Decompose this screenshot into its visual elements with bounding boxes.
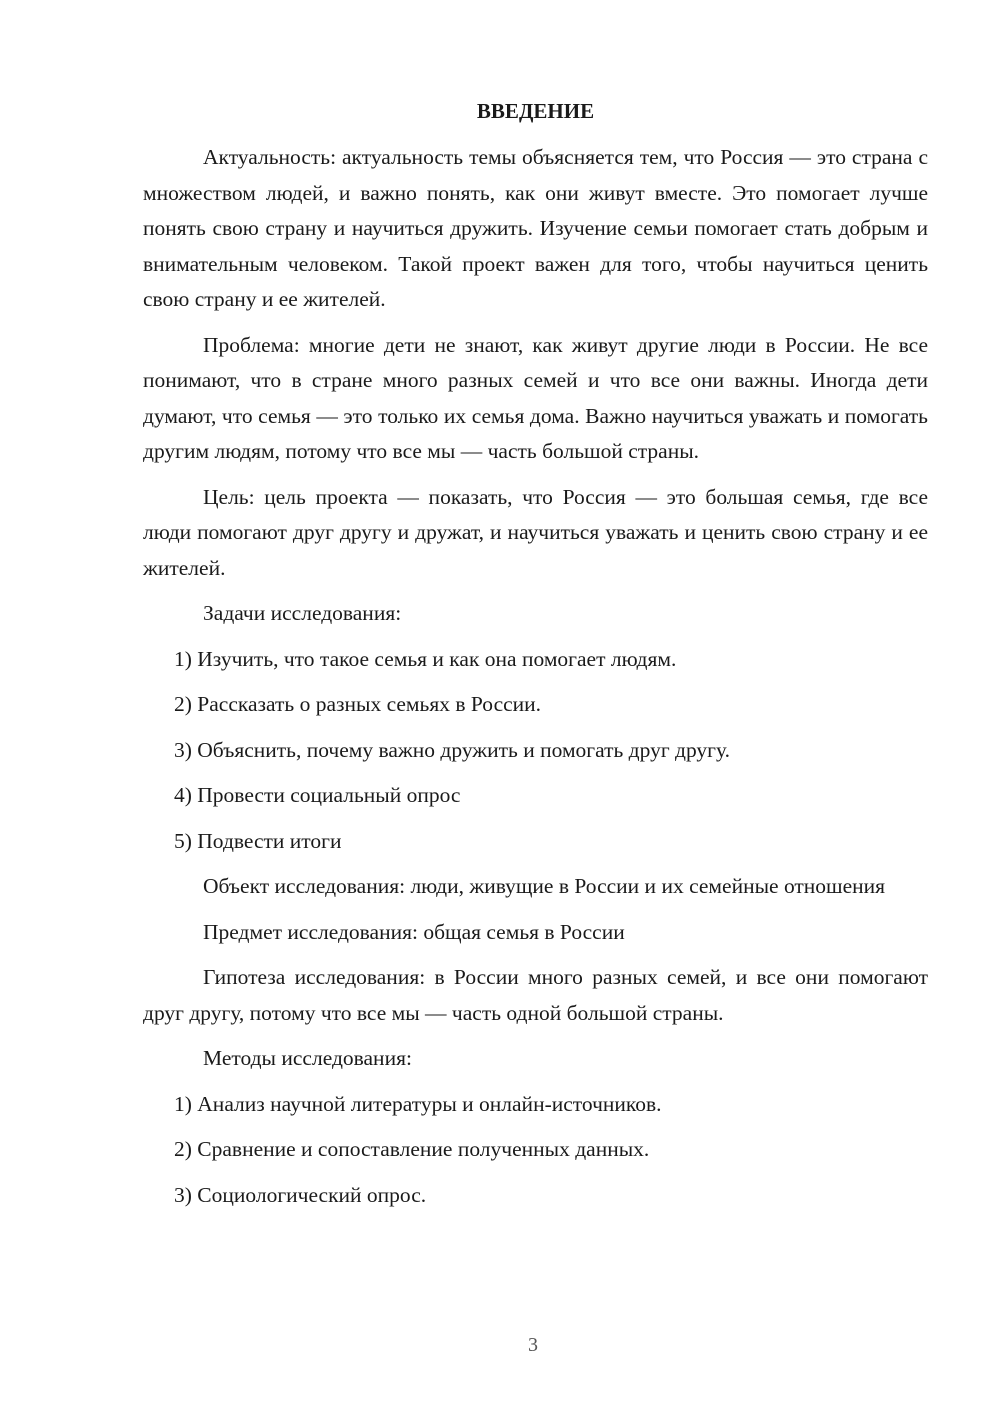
methods-heading: Методы исследования:: [203, 1046, 412, 1070]
goal-paragraph: Цель: цель проекта — показать, что Россия — это большая семья, где все люди помогают друг другу и дружат, и научиться уважать и ценить свою страну и ее жителей.: [143, 484, 928, 580]
task-item: 2) Рассказать о разных семьях в России.: [174, 692, 542, 716]
task-item: 4) Провести социальный опрос: [174, 783, 461, 807]
page-title: ВВЕДЕНИЕ: [476, 99, 595, 123]
page-number: 3: [528, 1334, 538, 1356]
problem-paragraph: Проблема: многие дети не знают, как живут другие люди в России. Не все понимают, что в стране много разных семей и что все они важны. Иногда дети думают, что семья — это только их семья дома. Важно научиться уважать и помогать другим людям, потому что все мы — часть большой страны.: [143, 332, 928, 463]
method-item: 2) Сравнение и сопоставление полученных данных.: [174, 1137, 650, 1161]
relevance-paragraph: Актуальность: актуальность темы объясняется тем, что Россия — это страна с множеством людей, и важно понять, как они живут вместе. Это помогает лучше понять свою страну и научиться дружить. Изучение семьи помогает стать добрым и внимательным человеком. Такой проект важен для того, чтобы научиться ценить свою страну и ее жителей.: [143, 145, 928, 311]
task-item: 1) Изучить, что такое семья и как она помогает людям.: [174, 646, 677, 671]
tasks-heading: Задачи исследования:: [203, 601, 402, 625]
page-content: [143, 96, 928, 1223]
method-item: 3) Социологический опрос.: [174, 1182, 427, 1207]
object-paragraph: Объект исследования: люди, живущие в России и их семейные отношения: [203, 874, 886, 898]
method-item: 1) Анализ научной литературы и онлайн-источников.: [174, 1091, 662, 1116]
subject-paragraph: Предмет исследования: общая семья в России: [203, 919, 625, 944]
task-item: 3) Объяснить, почему важно дружить и помогать друг другу.: [174, 737, 730, 762]
hypothesis-paragraph: Гипотеза исследования: в России много разных семей, и все они помогают друг другу, потому что все мы — часть одной большой страны.: [143, 965, 928, 1025]
task-item: 5) Подвести итоги: [174, 828, 342, 853]
